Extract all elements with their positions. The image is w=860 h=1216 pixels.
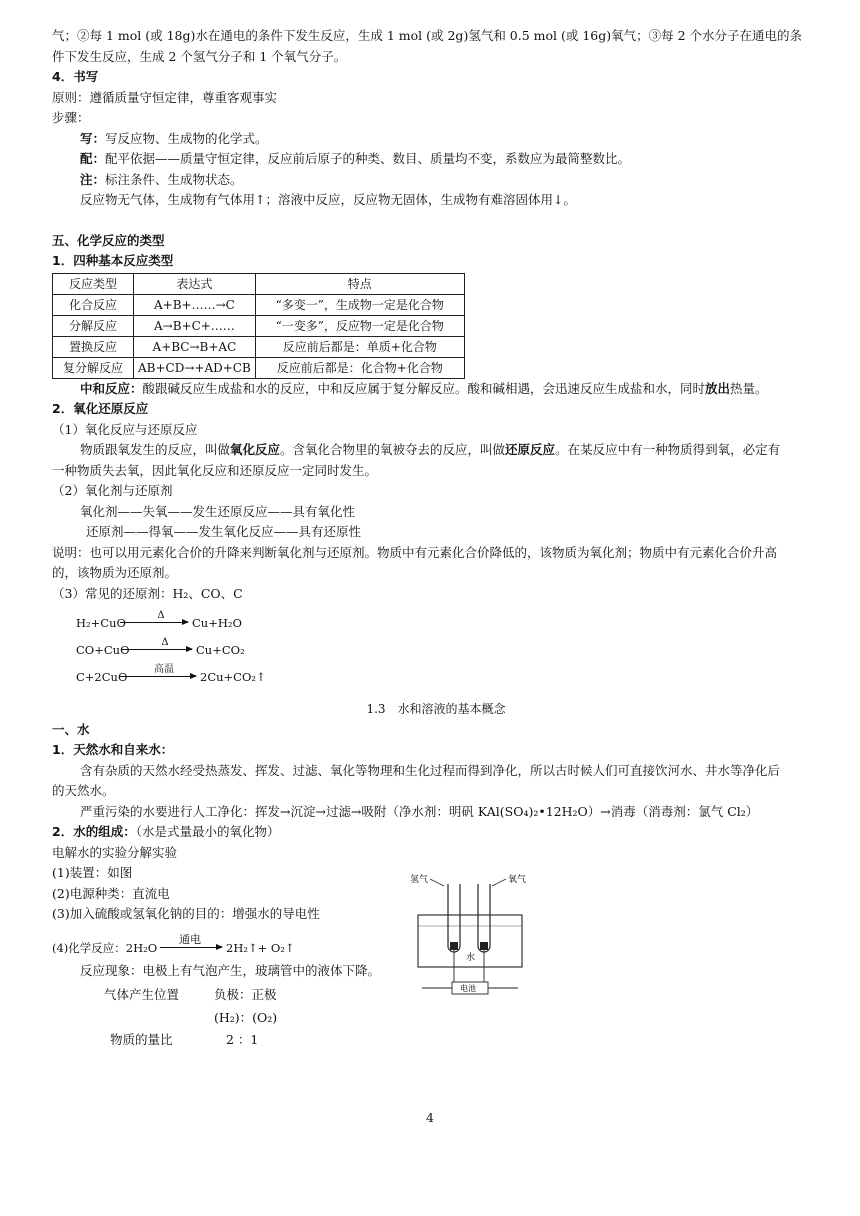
purification-line: 严重污染的水要进行人工净化：挥发→沉淀→过滤→吸附（净水剂：明矾 KAl(SO₄)₂•12H₂O）→消毒（消毒剂：氯气 Cl₂） [80,803,759,819]
table-row [53,336,465,357]
table-cell: 置换反应 [53,336,134,357]
principle-line: 原则：遵循质量守恒定律，尊重客观事实 [52,89,278,105]
hydrogen-label: 氢气 [410,875,429,885]
equation-h2-cuo [52,604,820,631]
steps-label: 步骤： [52,110,90,125]
page-number: 4 [426,1110,434,1125]
table-cell: 分解反应 [53,315,134,336]
heading-writing: 4．书写 [52,69,99,84]
table-cell: 反应前后都是：化合物+化合物 [255,357,464,378]
reaction-types-table [52,273,465,379]
equation-condition: Δ [161,637,169,648]
arrow-icon [120,622,188,623]
term: 还原反应 [505,442,556,457]
state-note: 反应物无气体，生成物有气体用↑；溶液中反应，反应物无固体，生成物有难溶固体用↓。 [80,192,576,207]
text-line: 电解水的实验分解实验 [52,844,178,860]
table-header: 表达式 [134,273,256,294]
term: 放出 [705,380,731,396]
equation-condition: 通电 [179,932,201,946]
neutralization-paragraph [52,379,820,400]
table-row [53,357,465,378]
equation-co-cuo [52,631,820,658]
table-cell: “多变一”，生成物一定是化合物 [255,294,464,315]
gas-formula-row: (H₂)：(O₂) [214,1009,278,1025]
text-span: 酸跟碱反应生成盐和水的反应，中和反应属于复分解反应。酸和碱相遇，会迅速反应生成盐和水，同时 [142,380,706,396]
table-cell: A+BC→B+AC [134,336,256,357]
heading-reaction-types: 五、化学反应的类型 [52,232,165,248]
battery-label: 电池 [460,984,476,993]
anode [480,942,488,950]
item-title: （2）氧化剂与还原剂 [52,483,173,498]
equation-condition: Δ [157,610,165,621]
step-key: 配： [80,151,106,166]
equation-left: C+2CuO [76,670,128,684]
arrow-icon [160,947,222,948]
table-cell: 反应前后都是：单质+化合物 [255,336,464,357]
step-note [52,170,820,191]
water-label: 水 [466,953,476,963]
row-label: 物质的量比 [110,1032,173,1047]
ratio-row [52,1030,820,1051]
subheading-composition [52,822,820,843]
list-item: (2)电源种类：直流电 [52,885,170,901]
step-write [52,129,820,150]
table-cell: A→B+C+…… [134,315,256,336]
arrow-icon [122,649,192,650]
pointer-line [430,879,444,886]
text-line: 件下发生反应，生成 2 个氢气分子和 1 个氧气分子。 [52,48,347,64]
equation-left: (4)化学反应：2H₂O [52,940,158,955]
item-title: （3）常见的还原剂：H₂、CO、C [52,585,243,601]
oxidant-line: 氧化剂——失氧——发生还原反应——具有氧化性 [80,503,356,519]
table-header: 特点 [255,273,464,294]
redox-paragraph [52,440,820,461]
row-value: 负极：正极 [214,987,277,1002]
subheading-basic-types: 1．四种基本反应类型 [52,253,174,268]
table-cell: A+B+……→C [134,294,256,315]
equation-left: CO+CuO [76,643,130,657]
heading-water: 一、水 [52,721,90,737]
subheading-natural-water: 1．天然水和自来水： [52,742,174,757]
oxygen-label: 氧气 [508,875,527,885]
text-line: 气；②每 1 mol (或 18g)水在通电的条件下发生反应，生成 1 mol (或 2g)氢气和 0.5 mol (或 16g)氧气；③每 2 个水分子在通电的条 [52,28,803,43]
term: 2．水的组成： [52,824,136,839]
table-header: 反应类型 [53,273,134,294]
text-span: 热量。 [730,380,768,396]
text-span: 物质跟氧发生的反应，叫做 [80,442,231,457]
step-value: 写反应物、生成物的化学式。 [105,130,268,146]
equation-right: Cu+H₂O [192,616,242,630]
step-key: 写： [80,130,106,146]
text-line: 一种物质失去氧，因此氧化反应和还原反应一定同时发生。 [52,462,378,478]
equation-right: 2H₂↑+ O₂↑ [226,940,295,955]
table-row [53,294,465,315]
reductant-line: 还原剂——得氧——发生氧化反应——具有还原性 [86,524,362,539]
text-line: 的天然水。 [52,783,115,798]
text-line: 含有杂质的天然水经受热蒸发、挥发、过滤、氧化等物理和生化过程而得到净化，所以古时候人们可直接饮河水、井水等净化后 [80,762,781,778]
row-value: 2 ：1 [226,1032,259,1047]
item-title: （1）氧化反应与还原反应 [52,421,198,437]
text-span: 。含氧化合物里的氧被夺去的反应，叫做 [280,442,506,457]
equation-right: 2Cu+CO₂↑ [200,670,266,684]
electrolysis-apparatus-figure [408,870,532,1002]
step-value: 标注条件、生成物状态。 [105,171,243,187]
pointer-line [492,879,506,886]
section-title: 1.3 水和溶液的基本概念 [366,702,506,716]
phenomenon-line: 反应现象：电极上有气泡产生，玻璃管中的液体下降。 [80,962,381,978]
arrow-icon [120,676,196,677]
text-span: （水是式量最小的氧化物） [135,824,280,839]
term: 中和反应： [80,380,143,396]
table-header-row [53,273,465,294]
text-line: 说明：也可以用元素化合价的升降来判断氧化剂与还原剂。物质中有元素化合价降低的，该物质为氧化剂；物质中有元素化合价升高 [52,544,778,560]
cathode [450,942,458,950]
list-item: (1)装置：如图 [52,865,133,880]
left-tube [448,884,460,952]
table-row [53,315,465,336]
row-label: 气体产生位置 [104,987,180,1002]
subheading-redox: 2．氧化还原反应 [52,401,149,416]
step-value: 配平依据——质量守恒定律，反应前后原子的种类、数目、质量均不变，系数应为最简整数比。 [105,151,631,166]
term: 氧化反应 [230,442,281,457]
table-cell: AB+CD→+AD+CB [134,357,256,378]
text-span: 。在某反应中有一种物质得到氧，必定有 [555,442,781,457]
equation-c-cuo [52,658,820,685]
table-cell: 复分解反应 [53,357,134,378]
equation-right: Cu+CO₂ [196,643,245,657]
equation-left: H₂+CuO [76,616,126,630]
table-cell: “一变多”，反应物一定是化合物 [255,315,464,336]
list-item: (3)加入硫酸或氢氧化钠的目的：增强水的导电性 [52,906,320,921]
table-cell: 化合反应 [53,294,134,315]
step-key: 注： [80,171,106,187]
right-tube [478,884,490,952]
equation-condition: 高温 [154,664,174,675]
text-line: 的，该物质为还原剂。 [52,565,178,580]
step-balance [52,149,820,170]
